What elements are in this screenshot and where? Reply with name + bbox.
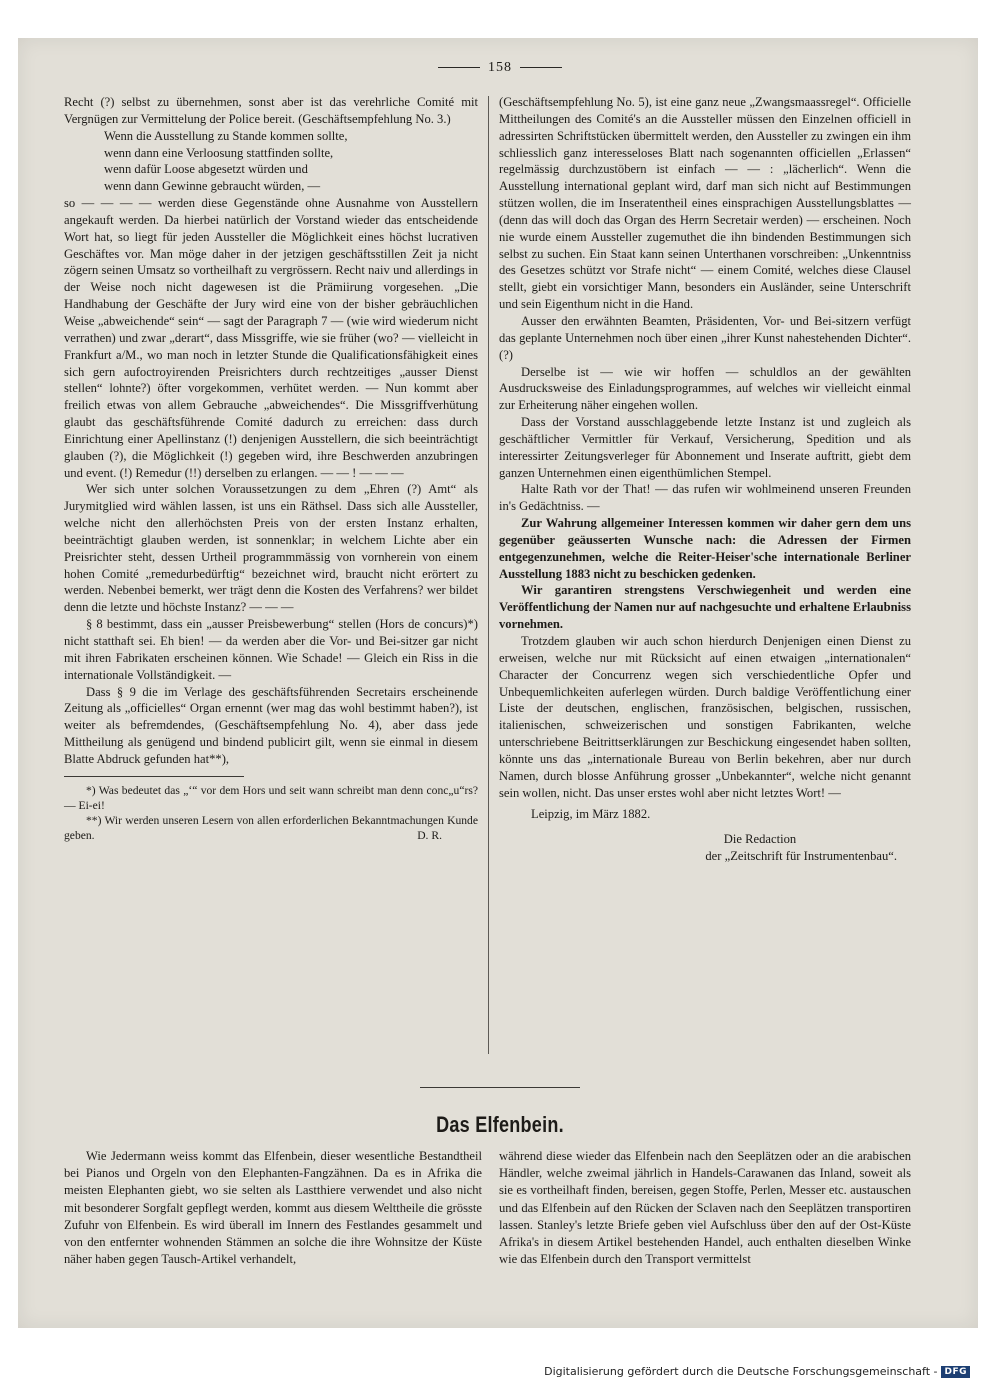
section-title: Das Elfenbein. [436, 1112, 564, 1137]
footnote: *) Was bedeutet das „‘“ vor dem Hors und seit wann schreibt man denn conc„u“rs? — Ei-ei! [64, 783, 478, 812]
left-paragraph: § 8 bestimmt, dass ein „ausser Preisbewerbung“ stellen (Hors de concurs)*) nicht statthaft sei. Eh bien! — da werden aber die Vor- und Bei-sitzer gar nicht mit ihren Fabrikaten erscheinen können. Wie Schade! — Gleich ein Riss in die internationale Vollständigkeit. — [64, 617, 478, 682]
right-paragraph: Halte Rath vor der That! — das rufen wir wohlmeinend unseren Freunden in's Gedächtniss. — [499, 482, 911, 514]
right-paragraph: Wir garantiren strengstens Verschwiegenheit und werden eine Veröffentlichung der Namen nur auf nachgesuchte und erhaltene Erlaubniss vornehmen. [499, 583, 911, 632]
right-paragraph: Derselbe ist — wie wir hoffen — schuldlos an der gewählten Ausdrucksweise des Einladungsprogrammes, auf welches wir vielleicht einmal zur Erheiterung näher eingehen wollen. [499, 364, 911, 413]
footnote-rule [64, 776, 244, 777]
left-paragraph: Recht (?) selbst zu übernehmen, sonst aber ist das verehrliche Comité mit Vergnügen zur Vermittelung der Police bereit. (Geschäftsempfehlung No. 3.) [64, 95, 478, 126]
section-right-column [499, 1148, 911, 1268]
footnotes [64, 783, 478, 843]
left-paragraph: wenn dafür Loose abgesetzt würden und [104, 162, 308, 177]
right-paragraph: Trotzdem glauben wir auch schon hierdurch Denjenigen einen Dienst zu erweisen, welche nur mit Rücksicht auf einen etwaigen „internationalen“ Character der Concurrenz wegen sich verschiedentliche Opfer und Unbequemlichkeiten auferlegen würden. Durch baldige Veröffentlichung einer Liste der deutschen, englischen, französischen, belgischen, russischen, italienischen, schweizerischen und sonstigen Fabrikanten, welche unterschriebene Beitrittserklärungen zur Beschickung eingesendet haben sollten, könnte uns das „internationale Bureau von Berlin bekehren, aber nur durch Namen, durch blosse Anführung grosser „Unbekannter“, welche nicht genannt sein wollen, nicht. Das unser erstes wohl aber nicht letztes Wort! — [499, 634, 911, 800]
left-paragraph: so — — — — werden diese Gegenstände ohne Ausnahme von Ausstellern angekauft werden. Da hierbei natürlich der Vorstand wieder das entscheidende Wort hat, so liegt für jeden Aussteller die Möglichkeit eines höchst lucrativen Geschäftes vor. Man möge daher in der jetzigen geschäftsstillen Zeit ja nicht zögern seinen Umsatz so vortheilhaft zu vergrössern. Recht naiv und allerdings in der Weise noch nicht dagewesen ist die Prämiirung vorgesehen. „Die Handhabung der Geschäfte der Jury wird eine von der bisher gebräuchlichen Weise „abweichende“ sein“ — sagt der Paragraph 7 — (wie wird wiederum nicht verrathen) und zwar „derart“, dass Missgriffe, wie sie früher (wo? — vielleicht in Frankfurt a/M., wo man noch in letzter Stunde die Qualificationsfähigkeit eines sich gern aufoctroyirenden Preisrichters durch rechtzeitiges „ausser Dienst stellen“ lohnte?) öfter vorgekommen, verhütet werden. — Nun kommt aber freilich etwas von allem Gebrauche „abweichendes“. Die Missgriffverhütung glaubt das geschäftsführende Comité dadurch zu erreichen: dass durch Einrichtung einer Apellinstanz (!) denjenigen Ausstellern, die sich beeinträchtigt glauben (?), die Möglichkeit (!) gegeben wird, ihre Beschwerden anzubringen und event. (!) Remedur (!!) derselben zu erlangen. — — ! — — — [64, 196, 478, 480]
footnote-text: **) Wir werden unseren Lesern von allen erforderlichen Bekanntmachungen Kunde geben. [64, 813, 478, 842]
footer-text: Digitalisierung gefördert durch die Deutsche Forschungsgemeinschaft - [544, 1365, 938, 1378]
right-column-paragraphs [499, 94, 911, 801]
left-paragraph: Wenn die Ausstellung zu Stande kommen sollte, [104, 128, 348, 143]
right-paragraph: Zur Wahrung allgemeiner Interessen kommen wir daher gern dem uns gegenüber geäusserten Wunsche nach: die Adressen der Firmen entgegenzunehmen, welche die Reiter-Heiser'sche internationale Berliner Ausstellung 1883 nicht zu beschicken gedenken. [499, 516, 911, 581]
section-right-paragraph: während diese wieder das Elfenbein nach den Seeplätzen oder an die arabischen Händler, welche zweimal jährlich in Handels-Carawanen das Inland, soweit als sie es vortheilhaft finden, bereisen, gegen Stoffe, Perlen, Messer etc. austauschen und das Elfenbein auf den Rücken der Sclaven nach den Seeplätzen transportiren lassen. Stanley's letzte Briefe geben viel Aufschluss über den auf der Ost-Küste Afrika's in diesem Artikel bestehenden Handel, auch enthalten dieselben Winke wie das Elfenbein durch den Transport vermittelst [499, 1149, 911, 1267]
dfg-logo: DFG [941, 1366, 970, 1378]
left-paragraph: Dass § 9 die im Verlage des geschäftsführenden Secretairs erscheinende Zeitung als „officielles“ Organ ernennt (wer mag das wohl bestimmt haben?), ist weiter als befremdendes, (Geschäftsempfehlung No. 4), aber dass jede Mittheilung als genügend und bindend publicirt gilt, wenn sie einmal in diesem Blatte Abdruck gefunden hat**), [64, 684, 478, 766]
left-column [64, 94, 478, 843]
section-left-column [64, 1148, 482, 1268]
left-column-paragraphs [64, 94, 478, 768]
page-number [0, 60, 1000, 76]
page-number-text: 158 [488, 60, 512, 75]
left-paragraph: wenn dann eine Verloosung stattfinden sollte, [104, 145, 334, 160]
right-paragraph: Dass der Vorstand ausschlaggebende letzte Instanz ist und zugleich als geschäftlicher Vermittler für Verkauf, Versicherung, Spedition und als interessirter Zeitungsverleger für Abonnement und Inserate auftritt, giebt dem ganzen Unternehmen einen eigenthümlichen Stempel. [499, 415, 911, 480]
left-paragraph: wenn dann Gewinne gebraucht würden, — [104, 179, 321, 194]
left-paragraph: Wer sich unter solchen Voraussetzungen zu dem „Ehren (?) Amt“ als Jurymitglied wird wählen lassen, ist uns ein Räthsel. Dass sich alle Aussteller, welche nicht den allerhöchsten Preis von der ersten Instanz erhalten, beeinträchtigt glauben werden, ist sonnenklar; in welchem Lichte aber ein Preisrichter steht, dessen Urtheil programmmässig von vornherein von einem hohen Comité „remedurbedürftig“ bezeichnet wird, braucht nicht erörtert zu werden. Nebenbei bemerkt, wer trägt denn die Kosten des Verfahrens? wer bildet denn die letzte und höchste Instanz? — — — [64, 482, 478, 615]
section-left-paragraph: Wie Jedermann weiss kommt das Elfenbein, dieser wesentliche Bestandtheil bei Pianos und Orgeln von den Elephanten-Fangzähnen. Da es in Afrika die meisten Elephanten giebt, wo sie selten als Lastthiere verwendet und also nicht mit besonderer Sorgfalt gepflegt werden, kommt aus diesem Welttheile die grösste Zufuhr von Elfenbein. Es wird überall im Innern des Festlandes gesammelt und von den entfernter wohnenden Stämmen an solche die ihre Wohnsitze der Küste näher haben gegen Tausch-Artikel verhandelt, [64, 1149, 482, 1267]
signature-line-2: der „Zeitschrift für Instrumentenbau“. [705, 849, 897, 864]
right-paragraph: Ausser den erwähnten Beamten, Präsidenten, Vor- und Bei-sitzern verfügt das geplante Unternehmen noch über einen „ihrer Kunst nahestehenden Dichter“. (?) [499, 313, 911, 362]
signature-line-1: Die Redaction [723, 832, 797, 847]
right-paragraph: (Geschäftsempfehlung No. 5), ist eine ganz neue „Zwangsmaassregel“. Officielle Mittheilungen des Comité's an die Aussteller müssen den Einzelnen officiell in adressirten Schriftstücken übermittelt werden, den Aussteller zu zwingen ein ihm schliesslich ganz interesseloses Blatt nach sogenannten officiellen „Erlassen“ regelmässig durchzustöbern ist einfach — — : „lächerlich“. Wenn die Ausstellung international geplant wird, darf man sich nicht auf Bestimmungen stützen wollen, die im Inseratentheil eines einsprachigen Ausstellungsblattes — (denn das will doch das Organ des Herrn Secretair werden) — erscheinen. Noch nie wurde einem Aussteller zugemuthet die ihn bindenden Bestimmungen sich selbst zu suchen. Ein Staat kann seinen Unterthanen vorschreiben: „Unkenntniss des Gesetzes schützt vor Strafe nicht“ — einem Comité, welches diese Clausel stellt, giebt ein vorsichtiger Mann, besonders ein Ausländer, seine Unterschrift und sein Eigenthum nicht in die Hand. [499, 95, 911, 312]
footer [544, 1365, 970, 1378]
column-divider [488, 96, 489, 1054]
page-number-rule-right [520, 67, 562, 68]
footnote-sign: D. R. [417, 828, 442, 842]
footnote [64, 813, 478, 843]
section-divider [420, 1087, 580, 1088]
date-line: Leipzig, im März 1882. [531, 807, 651, 822]
page-number-rule-left [438, 67, 480, 68]
right-column [499, 94, 911, 865]
